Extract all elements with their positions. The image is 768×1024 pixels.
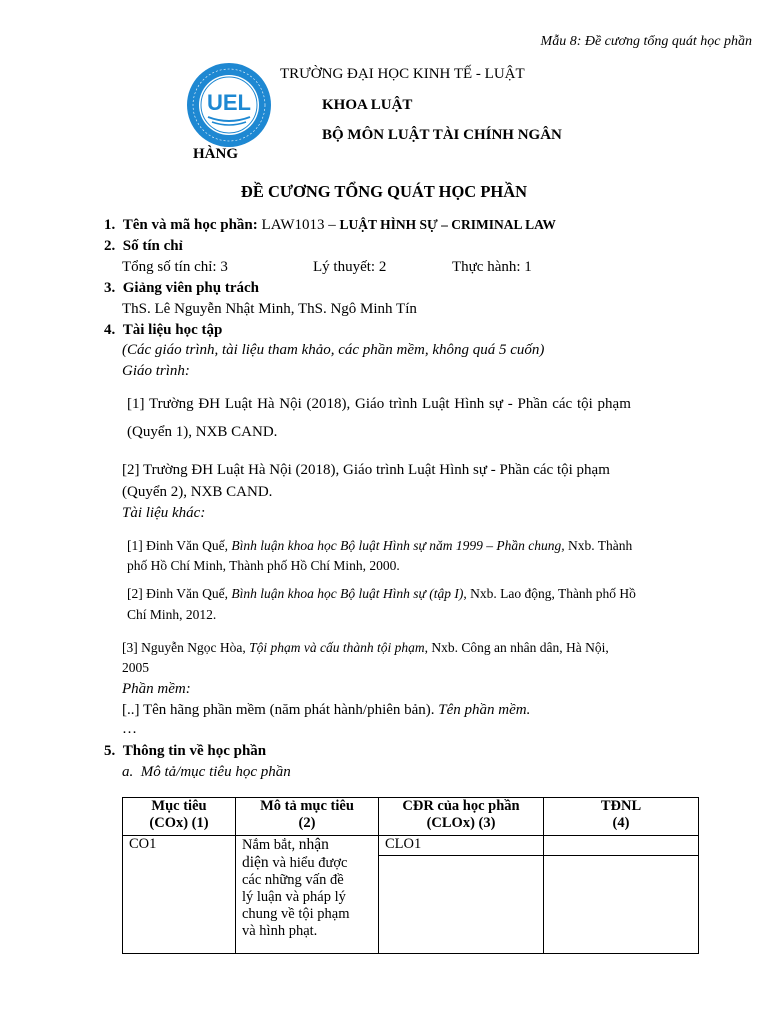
- template-label: Mẫu 8: Đề cương tổng quát học phần: [540, 34, 752, 49]
- header-cell-objective: [123, 798, 236, 836]
- section-label: Giảng viên phụ trách: [122, 280, 260, 296]
- course-code: LAW1013 –: [257, 217, 340, 233]
- header-text: Mục tiêu: [151, 798, 207, 814]
- reference-2-line2: Chí Minh, 2012.: [127, 607, 217, 622]
- desc-line: các những vấn đề: [242, 872, 344, 888]
- textbook-heading: Giáo trình:: [122, 363, 190, 379]
- section-3: [104, 280, 259, 297]
- reference-2-line1: [127, 586, 636, 602]
- section-number: 2.: [104, 238, 116, 254]
- header-cell-description: [236, 798, 379, 836]
- ref-title: Tội phạm và cấu thành tội phạm: [249, 640, 425, 655]
- credits-theory: Lý thuyết: 2: [313, 259, 387, 275]
- header-text: (2): [298, 815, 316, 831]
- ref-title: Bình luận khoa học Bộ luật Hình sự năm 1999 – Phần chung,: [231, 538, 565, 553]
- software-heading: Phần mềm:: [122, 681, 191, 697]
- section-number: 3.: [104, 280, 116, 296]
- textbook-1-line1: [1] Trường ĐH Luật Hà Nội (2018), Giáo trình Luật Hình sự - Phần các tội phạm: [127, 396, 631, 412]
- lecturers: ThS. Lê Nguyễn Nhật Minh, ThS. Ngô Minh Tín: [122, 301, 417, 317]
- header-cell-clo: [379, 798, 544, 836]
- section-label: Tên và mã học phần:: [122, 217, 258, 233]
- credits-total: Tổng số tín chỉ: 3: [122, 259, 228, 275]
- header-text: CĐR của học phần: [402, 798, 520, 814]
- software-vendor: [..] Tên hãng phần mềm (năm phát hành/phiên bản).: [122, 702, 439, 718]
- table-header-row: [123, 798, 699, 836]
- section-label: Tài liệu học tập: [122, 322, 223, 338]
- header-text: (4): [612, 815, 630, 831]
- ref-author: [1] Đinh Văn Quế,: [127, 538, 232, 553]
- ref-publisher: , Nxb. Công an nhân dân, Hà Nội,: [424, 640, 609, 655]
- desc-line: lý luận và pháp lý: [242, 889, 346, 905]
- department-name-line1: BỘ MÔN LUẬT TÀI CHÍNH NGÂN: [322, 127, 562, 143]
- desc-line: chung về tội phạm: [242, 906, 350, 922]
- university-logo: [186, 62, 272, 148]
- reference-3-line2: 2005: [122, 660, 149, 675]
- subsection-label: Mô tả/mục tiêu học phần: [140, 764, 291, 780]
- subsection-letter: a.: [122, 764, 134, 780]
- desc-line: [242, 854, 372, 872]
- header-cell-tdnl: [544, 798, 699, 836]
- header-text: (CLOx) (3): [426, 815, 496, 831]
- desc-text: và hiểu được: [268, 855, 348, 871]
- credits-practice: Thực hành: 1: [452, 259, 532, 275]
- desc-line: và hình phạt.: [242, 923, 318, 939]
- ref-title: Bình luận khoa học Bộ luật Hình sự (tập I): [231, 586, 464, 601]
- section-2: [104, 238, 183, 255]
- section-number: 1.: [104, 217, 116, 233]
- desc-text: nhận: [298, 836, 329, 853]
- cell-description: [236, 836, 379, 954]
- university-name: TRƯỜNG ĐẠI HỌC KINH TẾ - LUẬT: [280, 66, 525, 82]
- table-row: [123, 836, 699, 856]
- faculty-name: KHOA LUẬT: [322, 97, 413, 113]
- ref-author: [2] Đinh Văn Quế,: [127, 586, 232, 601]
- course-name: LUẬT HÌNH SỰ – CRIMINAL LAW: [339, 217, 556, 232]
- ref-publisher: , Nxb. Lao động, Thành phố Hồ: [463, 586, 636, 601]
- section-number: 4.: [104, 322, 116, 338]
- desc-line: [242, 836, 372, 854]
- section-number: 5.: [104, 743, 116, 759]
- department-name-line2: HÀNG: [193, 146, 238, 162]
- software-entry: [122, 702, 530, 719]
- section-1: [104, 217, 556, 234]
- section-label: Số tín chỉ: [122, 238, 183, 254]
- cell-tdnl-empty: [544, 856, 699, 954]
- header-text: Mô tả mục tiêu: [260, 798, 354, 814]
- reference-3-line1: [122, 640, 609, 656]
- reference-1-line2: phố Hồ Chí Minh, Thành phố Hồ Chí Minh, 2000.: [127, 558, 400, 573]
- cell-clo: CLO1: [379, 836, 544, 856]
- desc-text: diện: [242, 854, 269, 871]
- header-text: TĐNL: [600, 798, 642, 814]
- ref-author: [3] Nguyễn Ngọc Hòa,: [122, 640, 250, 655]
- materials-note: (Các giáo trình, tài liệu tham khảo, các phần mềm, không quá 5 cuốn): [122, 342, 545, 358]
- objectives-table: [122, 797, 699, 954]
- software-name: Tên phần mềm.: [438, 702, 531, 718]
- document-title: ĐỀ CƯƠNG TỔNG QUÁT HỌC PHẦN: [240, 182, 528, 201]
- section-4: [104, 322, 222, 339]
- ref-publisher: Nxb. Thành: [564, 538, 633, 553]
- section-5: [104, 743, 266, 760]
- reference-1-line1: [127, 538, 632, 554]
- header-text: (COx) (1): [149, 815, 209, 831]
- subsection-a: [122, 764, 291, 781]
- cell-tdnl: [544, 836, 699, 856]
- textbook-2-line2: (Quyển 2), NXB CAND.: [122, 484, 273, 500]
- textbook-2-line1: [2] Trường ĐH Luật Hà Nội (2018), Giáo trình Luật Hình sự - Phần các tội phạm: [122, 462, 610, 478]
- section-label: Thông tin về học phần: [122, 743, 267, 759]
- cell-clo-empty: [379, 856, 544, 954]
- other-materials-heading: Tài liệu khác:: [122, 505, 206, 521]
- desc-text: Nắm bắt,: [242, 837, 299, 853]
- logo-text: UEL: [207, 90, 251, 115]
- ellipsis: …: [122, 721, 137, 737]
- cell-objective: CO1: [123, 836, 236, 954]
- textbook-1-line2: (Quyển 1), NXB CAND.: [127, 424, 278, 440]
